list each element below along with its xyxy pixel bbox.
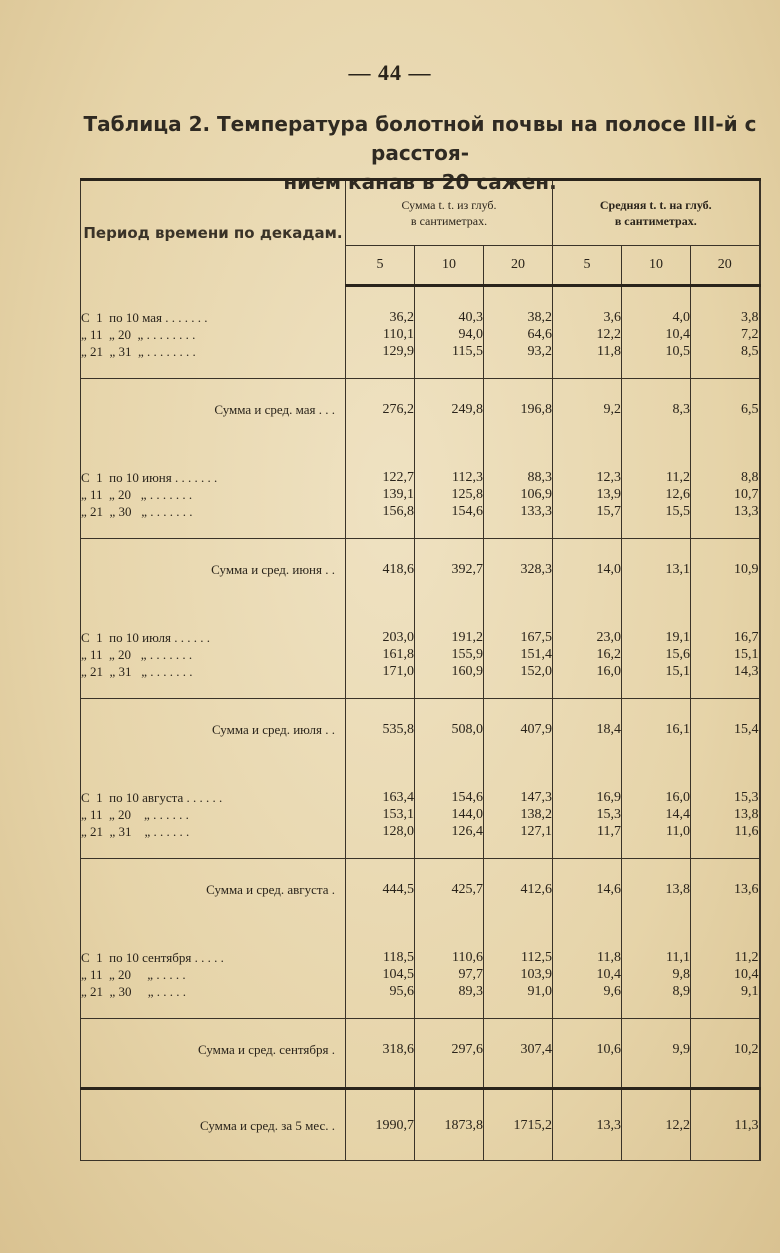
table-cell: 129,9	[346, 343, 415, 360]
row-label: С 1 по 10 июня . . . . . . .	[81, 469, 346, 486]
table-cell: 6,5	[691, 379, 760, 440]
table-cell: 407,9	[484, 699, 553, 760]
table-cell: 15,3	[553, 806, 622, 823]
table-cell: 535,8	[346, 699, 415, 760]
header-sum-line-2: в сантиметрах.	[410, 214, 488, 228]
header-sum-group	[346, 180, 553, 246]
table-cell: 156,8	[346, 503, 415, 520]
table-cell: 297,6	[415, 1019, 484, 1080]
table-cell: 15,5	[622, 503, 691, 520]
header-period: Период времени по декадам.	[81, 180, 346, 286]
table-cell: 16,2	[553, 646, 622, 663]
table-cell: 104,5	[346, 966, 415, 983]
month-sum-row	[81, 539, 760, 600]
table-cell: 8,8	[691, 469, 760, 486]
table-cell: 154,6	[415, 789, 484, 806]
table-cell: 110,1	[346, 326, 415, 343]
table-cell: 13,8	[691, 806, 760, 823]
table-cell: 191,2	[415, 629, 484, 646]
table-cell: 1715,2	[484, 1089, 553, 1161]
table-cell: 196,8	[484, 379, 553, 440]
table-cell: 106,9	[484, 486, 553, 503]
table-cell: 161,8	[346, 646, 415, 663]
table-cell: 152,0	[484, 663, 553, 680]
row-label: „ 21 „ 31 „ . . . . . . .	[81, 663, 346, 680]
table-cell: 95,6	[346, 983, 415, 1000]
table-cell: 444,5	[346, 859, 415, 920]
row-label: „ 21 „ 30 „ . . . . . . .	[81, 503, 346, 520]
table-cell: 19,1	[622, 629, 691, 646]
month-sum-row	[81, 859, 760, 920]
table-cell: 128,0	[346, 823, 415, 840]
table-cell: 171,0	[346, 663, 415, 680]
table-cell: 16,0	[622, 789, 691, 806]
table-cell: 118,5	[346, 949, 415, 966]
total-row	[81, 1089, 760, 1161]
table-cell: 11,2	[691, 949, 760, 966]
table-cell: 9,9	[622, 1019, 691, 1080]
row-label: Сумма и сред. июля . .	[81, 699, 346, 760]
table-cell: 112,5	[484, 949, 553, 966]
table-cell: 8,5	[691, 343, 760, 360]
month-sum-row	[81, 1019, 760, 1080]
month-sum-row	[81, 379, 760, 440]
table-row	[81, 663, 760, 680]
table-cell: 11,2	[622, 469, 691, 486]
table-cell: 167,5	[484, 629, 553, 646]
table-cell: 163,4	[346, 789, 415, 806]
table-cell: 11,8	[553, 343, 622, 360]
header-avg-group	[553, 180, 760, 246]
table-cell: 36,2	[346, 309, 415, 326]
table-cell: 10,9	[691, 539, 760, 600]
header-depth: 5	[346, 246, 415, 286]
table-cell: 144,0	[415, 806, 484, 823]
table-cell: 155,9	[415, 646, 484, 663]
table-cell: 3,6	[553, 309, 622, 326]
table-cell: 88,3	[484, 469, 553, 486]
table-row	[81, 806, 760, 823]
table-cell: 11,6	[691, 823, 760, 840]
table-cell: 23,0	[553, 629, 622, 646]
table-cell: 10,2	[691, 1019, 760, 1080]
table-cell: 11,7	[553, 823, 622, 840]
table-cell: 14,3	[691, 663, 760, 680]
table-cell: 276,2	[346, 379, 415, 440]
table-cell: 13,9	[553, 486, 622, 503]
table-cell: 133,3	[484, 503, 553, 520]
table-cell: 13,8	[622, 859, 691, 920]
header-sum-line-1: Сумма t. t. из глуб.	[401, 198, 497, 212]
table-cell: 7,2	[691, 326, 760, 343]
row-label: „ 11 „ 20 „ . . . . . . .	[81, 486, 346, 503]
title-line-2: нием канав в 20 сажен.	[283, 170, 557, 194]
table-cell: 203,0	[346, 629, 415, 646]
table-cell: 126,4	[415, 823, 484, 840]
table-cell: 13,3	[691, 503, 760, 520]
table-row	[81, 343, 760, 360]
header-depth: 10	[415, 246, 484, 286]
table-cell: 11,3	[691, 1089, 760, 1161]
table-cell: 138,2	[484, 806, 553, 823]
table-cell: 10,6	[553, 1019, 622, 1080]
table-cell: 38,2	[484, 309, 553, 326]
row-label: Сумма и сред. августа .	[81, 859, 346, 920]
row-label: „ 21 „ 31 „ . . . . . .	[81, 823, 346, 840]
row-label: С 1 по 10 августа . . . . . .	[81, 789, 346, 806]
table-row	[81, 309, 760, 326]
table-row	[81, 949, 760, 966]
table-cell: 3,8	[691, 309, 760, 326]
table-cell: 15,4	[691, 699, 760, 760]
row-label: С 1 по 10 июля . . . . . .	[81, 629, 346, 646]
table-row	[81, 469, 760, 486]
header-depth: 20	[484, 246, 553, 286]
title-line-1: Таблица 2. Температура болотной почвы на полосе III-й с расстоя-	[83, 112, 757, 165]
row-label: „ 21 „ 31 „ . . . . . . . .	[81, 343, 346, 360]
table-cell: 1873,8	[415, 1089, 484, 1161]
table-cell: 16,9	[553, 789, 622, 806]
table-cell: 425,7	[415, 859, 484, 920]
row-label: „ 11 „ 20 „ . . . . . . .	[81, 646, 346, 663]
table-cell: 91,0	[484, 983, 553, 1000]
table-cell: 125,8	[415, 486, 484, 503]
header-avg-line-1: Средняя t. t. на глуб.	[599, 198, 712, 212]
table-cell: 307,4	[484, 1019, 553, 1080]
table-row	[81, 983, 760, 1000]
row-label: „ 11 „ 20 „ . . . . .	[81, 966, 346, 983]
table-cell: 9,6	[553, 983, 622, 1000]
page-number: — 44 —	[348, 60, 432, 85]
table-row	[81, 789, 760, 806]
table-cell: 392,7	[415, 539, 484, 600]
table-cell: 12,3	[553, 469, 622, 486]
table-cell: 8,3	[622, 379, 691, 440]
table-cell: 16,0	[553, 663, 622, 680]
table-cell: 328,3	[484, 539, 553, 600]
table-cell: 64,6	[484, 326, 553, 343]
table-cell: 12,6	[622, 486, 691, 503]
table-cell: 12,2	[622, 1089, 691, 1161]
table-cell: 10,4	[691, 966, 760, 983]
table-cell: 97,7	[415, 966, 484, 983]
table-cell: 103,9	[484, 966, 553, 983]
table-cell: 249,8	[415, 379, 484, 440]
table-row	[81, 629, 760, 646]
row-label: С 1 по 10 мая . . . . . . .	[81, 309, 346, 326]
table-cell: 412,6	[484, 859, 553, 920]
row-label: Сумма и сред. мая . . .	[81, 379, 346, 440]
table-cell: 40,3	[415, 309, 484, 326]
table-cell: 10,5	[622, 343, 691, 360]
table-cell: 94,0	[415, 326, 484, 343]
row-label: „ 11 „ 20 „ . . . . . .	[81, 806, 346, 823]
table-cell: 160,9	[415, 663, 484, 680]
table-cell: 139,1	[346, 486, 415, 503]
table-cell: 153,1	[346, 806, 415, 823]
table-cell: 16,1	[622, 699, 691, 760]
table-cell: 10,4	[622, 326, 691, 343]
header-depth: 20	[691, 246, 760, 286]
table-cell: 147,3	[484, 789, 553, 806]
table-cell: 15,6	[622, 646, 691, 663]
table-row	[81, 486, 760, 503]
table-cell: 15,1	[691, 646, 760, 663]
table-cell: 9,8	[622, 966, 691, 983]
table-cell: 127,1	[484, 823, 553, 840]
header-depth: 5	[553, 246, 622, 286]
table-cell: 9,1	[691, 983, 760, 1000]
table-cell: 154,6	[415, 503, 484, 520]
table-cell: 122,7	[346, 469, 415, 486]
table-cell: 1990,7	[346, 1089, 415, 1161]
table-row	[81, 503, 760, 520]
table-cell: 115,5	[415, 343, 484, 360]
table-cell: 10,4	[553, 966, 622, 983]
table-cell: 18,4	[553, 699, 622, 760]
table-cell: 4,0	[622, 309, 691, 326]
table-cell: 15,3	[691, 789, 760, 806]
table-row	[81, 966, 760, 983]
table-cell: 15,7	[553, 503, 622, 520]
table-row	[81, 326, 760, 343]
table-cell: 14,4	[622, 806, 691, 823]
table-cell: 14,0	[553, 539, 622, 600]
table-cell: 12,2	[553, 326, 622, 343]
row-label: „ 11 „ 20 „ . . . . . . . .	[81, 326, 346, 343]
header-avg-line-2: в сантиметрах.	[614, 214, 697, 228]
table-cell: 16,7	[691, 629, 760, 646]
table-cell: 13,1	[622, 539, 691, 600]
table-cell: 110,6	[415, 949, 484, 966]
table-cell: 8,9	[622, 983, 691, 1000]
table-cell: 14,6	[553, 859, 622, 920]
table-cell: 89,3	[415, 983, 484, 1000]
table-cell: 11,0	[622, 823, 691, 840]
table-cell: 13,3	[553, 1089, 622, 1161]
table-row	[81, 646, 760, 663]
month-sum-row	[81, 699, 760, 760]
table-cell: 11,8	[553, 949, 622, 966]
table-cell: 151,4	[484, 646, 553, 663]
row-label: С 1 по 10 сентября . . . . .	[81, 949, 346, 966]
table-cell: 13,6	[691, 859, 760, 920]
row-label: Сумма и сред. июня . .	[81, 539, 346, 600]
table-cell: 10,7	[691, 486, 760, 503]
temperature-table	[80, 178, 761, 1161]
row-label: Сумма и сред. за 5 мес. .	[81, 1089, 346, 1161]
table-cell: 508,0	[415, 699, 484, 760]
table-cell: 15,1	[622, 663, 691, 680]
row-label: „ 21 „ 30 „ . . . . .	[81, 983, 346, 1000]
header-depth: 10	[622, 246, 691, 286]
table-cell: 9,2	[553, 379, 622, 440]
table-cell: 93,2	[484, 343, 553, 360]
table-cell: 418,6	[346, 539, 415, 600]
row-label: Сумма и сред. сентября .	[81, 1019, 346, 1080]
table-cell: 318,6	[346, 1019, 415, 1080]
table-row	[81, 823, 760, 840]
table-cell: 112,3	[415, 469, 484, 486]
table-cell: 11,1	[622, 949, 691, 966]
